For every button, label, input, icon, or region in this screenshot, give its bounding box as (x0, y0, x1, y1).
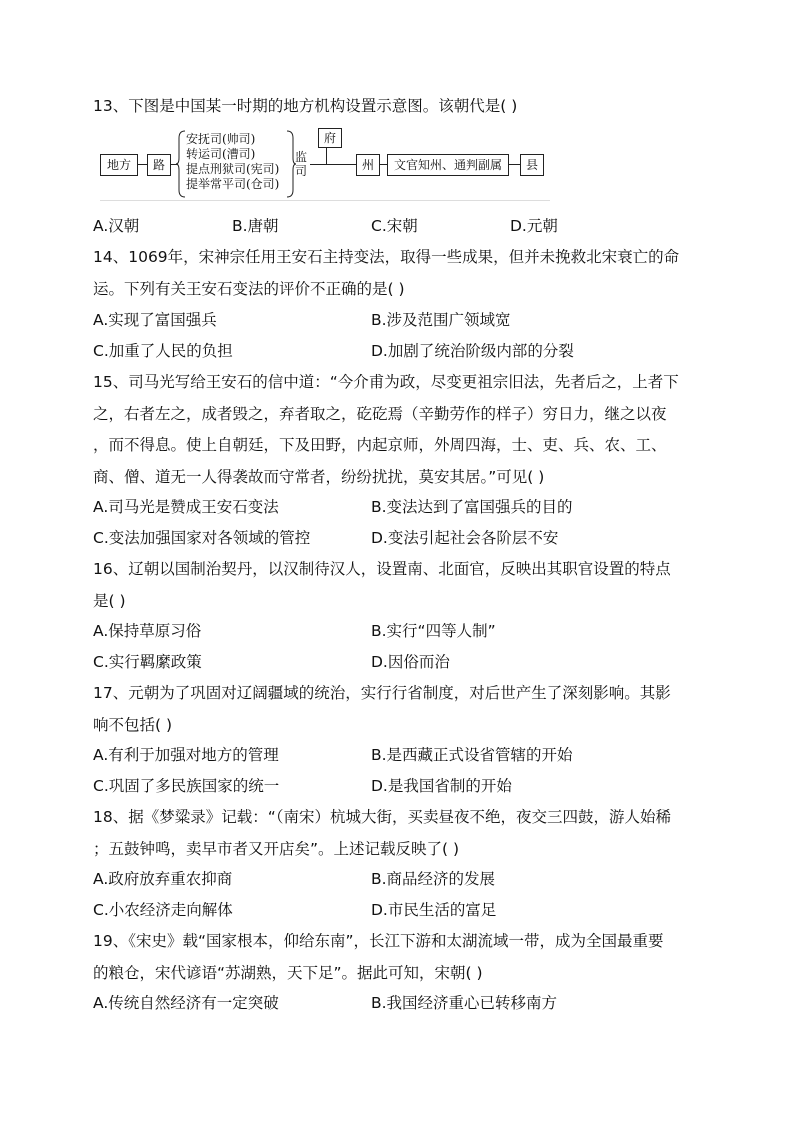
jiansi-label-2: 司 (294, 164, 307, 178)
connector (310, 164, 356, 165)
q15-option-a: A.司马光是赞成王安石变法 (93, 498, 279, 516)
q19-option-b: B.我国经济重心已转移南方 (371, 994, 558, 1012)
q19-stem-line: 19、《宋史》载“国家根本，仰给东南”，长江下游和太湖流域一带，成为全国最重要 (93, 932, 664, 950)
left-brace-icon (176, 130, 186, 198)
q14-option-b: B.涉及范围广领域宽 (371, 311, 511, 329)
box-zhou: 州 (356, 154, 380, 176)
q16-option-a: A.保持草原习俗 (93, 622, 202, 640)
q17-option-d: D.是我国省制的开始 (371, 777, 512, 795)
q13-option-d: D.元朝 (510, 217, 558, 235)
connector (137, 164, 147, 165)
connector (508, 164, 520, 165)
q17-option-b: B.是西藏正式设省管辖的开始 (371, 746, 573, 764)
q18-option-a: A.政府放弃重农抑商 (93, 870, 233, 888)
q17-option-c: C.巩固了多民族国家的统一 (93, 777, 280, 795)
q16-stem-line: 16、辽朝以国制治契丹，以汉制待汉人，设置南、北面官，反映出其职官设置的特点 (93, 560, 671, 578)
q15-stem-line: ，而不得息。使上自朝廷，下及田野，内起京师，外周四海，士、吏、兵、农、工、 (93, 436, 667, 454)
q19-option-a: A.传统自然经济有一定突破 (93, 994, 279, 1012)
box-lu: 路 (147, 154, 171, 176)
q19-stem-line: 的粮仓，宋代谚语“苏湖熟，天下足”。据此可知，宋朝( ) (93, 964, 483, 982)
q17-option-a: A.有利于加强对地方的管理 (93, 746, 279, 764)
si-item: 安抚司(帅司) (186, 132, 256, 146)
q14-stem-line: 运。下列有关王安石变法的评价不正确的是( ) (93, 280, 405, 298)
q14-option-c: C.加重了人民的负担 (93, 342, 233, 360)
q16-option-b: B.实行“四等人制” (371, 622, 496, 640)
q18-stem-line: ；五鼓钟鸣，卖早市者又开店矣”。上述记载反映了( ) (93, 840, 460, 858)
q16-option-c: C.实行羁縻政策 (93, 653, 202, 671)
box-wenguan: 文官知州、通判副属 (387, 154, 509, 176)
q13-option-b: B.唐朝 (232, 217, 279, 235)
diagram-baseline (100, 200, 550, 201)
q14-option-d: D.加剧了统治阶级内部的分裂 (371, 342, 574, 360)
box-xian: 县 (520, 154, 544, 176)
q16-option-d: D.因俗而治 (371, 653, 450, 671)
q15-option-d: D.变法引起社会各阶层不安 (371, 529, 559, 547)
q15-stem-line: 商、僧、道无一人得袭故而守常者，纷纷扰扰，莫安其居。”可见( ) (93, 468, 545, 486)
q15-stem-line: 之，右者左之，成者毁之，弃者取之，矻矻焉（辛勤劳作的样子）穷日力，继之以夜 (93, 405, 667, 423)
q13-diagram (100, 128, 550, 203)
q16-stem-line: 是( ) (93, 592, 126, 610)
si-item: 提举常平司(仓司) (186, 177, 280, 191)
q15-option-b: B.变法达到了富国强兵的目的 (371, 498, 573, 516)
jiansi-label-1: 监 (294, 150, 307, 164)
q18-option-b: B.商品经济的发展 (371, 870, 496, 888)
q18-stem-line: 18、据《梦粱录》记载：“（南宋）杭城大街，买卖昼夜不绝，夜交三四鼓，游人始稀 (93, 808, 672, 826)
box-difang: 地方 (100, 154, 138, 176)
q13-option-a: A.汉朝 (93, 217, 140, 235)
q18-option-c: C.小农经济走向解体 (93, 901, 233, 919)
si-item: 转运司(漕司) (186, 147, 256, 161)
q15-stem-line: 15、司马光写给王安石的信中道：“今介甫为政，尽变更祖宗旧法，先者后之，上者下 (93, 373, 679, 391)
q13-option-c: C.宋朝 (371, 217, 418, 235)
q13-stem: 13、下图是中国某一时期的地方机构设置示意图。该朝代是( ) (93, 97, 518, 115)
box-fu: 府 (318, 128, 342, 148)
connector (379, 164, 387, 165)
q15-option-c: C.变法加强国家对各领域的管控 (93, 529, 311, 547)
q17-stem-line: 响不包括( ) (93, 716, 173, 734)
q14-option-a: A.实现了富国强兵 (93, 311, 217, 329)
q14-stem-line: 14、1069年，宋神宗任用王安石主持变法，取得一些成果，但并未挽救北宋衰亡的命 (93, 248, 680, 266)
q18-option-d: D.市民生活的富足 (371, 901, 497, 919)
si-item: 提点刑狱司(宪司) (186, 162, 280, 176)
q17-stem-line: 17、元朝为了巩固对辽阔疆域的统治，实行行省制度，对后世产生了深刻影响。其影 (93, 684, 671, 702)
